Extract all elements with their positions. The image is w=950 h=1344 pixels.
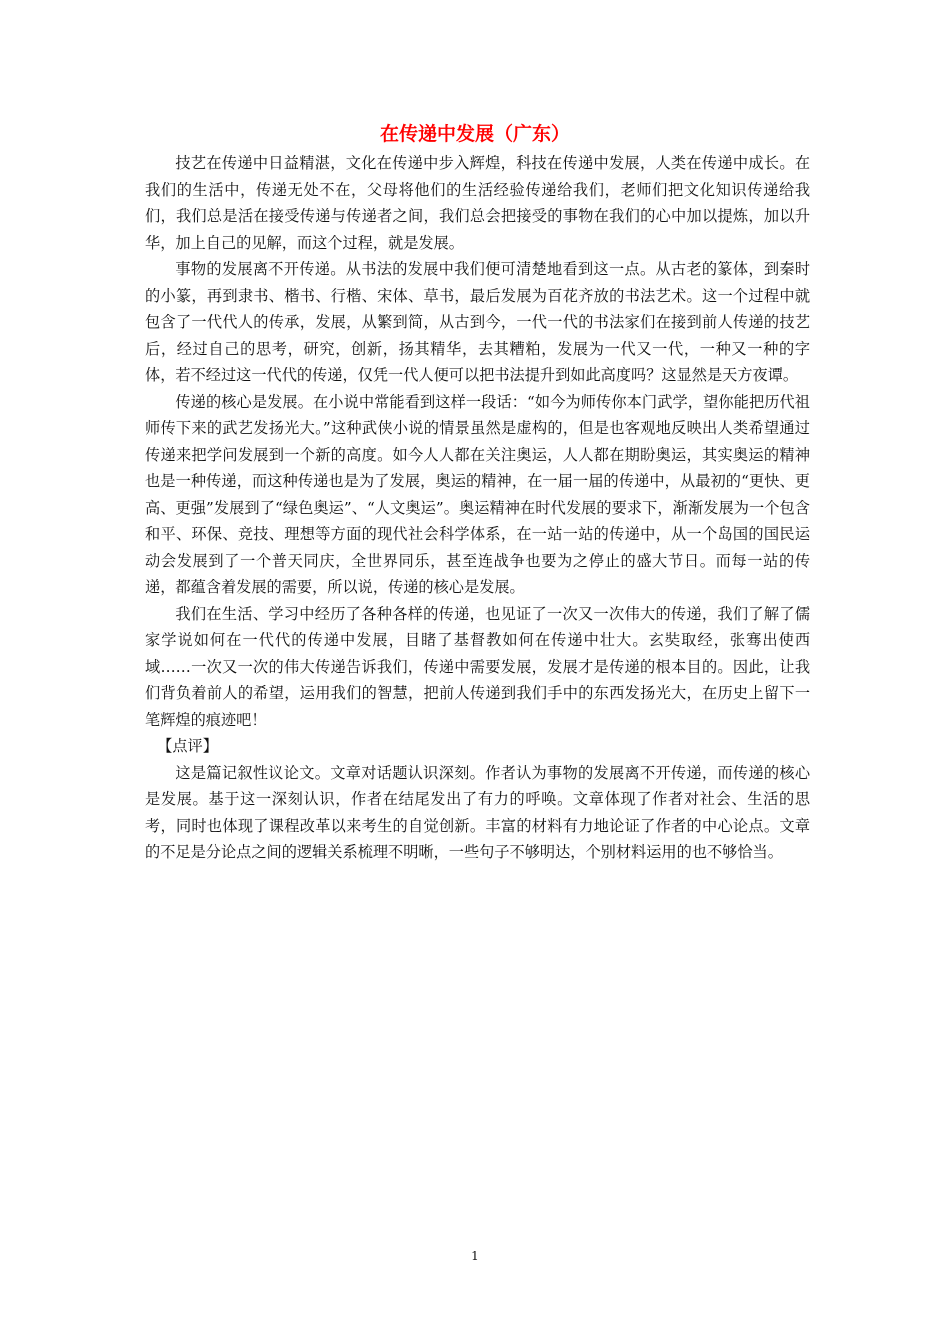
essay-paragraph-4: 我们在生活、学习中经历了各种各样的传递，也见证了一次又一次伟大的传递，我们了解了儒家学说如何在一代代的传递中发展，目睹了基督教如何在传递中壮大。玄奘取经，张骞出使西域……一次又一次的伟大传递告诉我们，传递中需要发展，发展才是传递的根本目的。因此，让我们背负着前人的希望，运用我们的智慧，把前人传递到我们手中的东西发扬光大，在历史上留下一笔辉煌的痕迹吧！ — [145, 604, 810, 729]
essay-paragraph-3: 传递的核心是发展。在小说中常能看到这样一段话：“如今为师传你本门武学，望你能把历代祖师传下来的武艺发扬光大。”这种武侠小说的情景虽然是虚构的，但是也客观地反映出人类希望通过传递来把学问发展到一个新的高度。如今人人都在关注奥运，人人都在期盼奥运，其实奥运的精神也是一种传递，而这种传递也是为了发展，奥运的精神，在一届一届的传递中，从最初的“更快、更高、更强”发展到了“绿色奥运”、“人文奥运”。奥运精神在时代发展的要求下，渐渐发展为一个包含和平、环保、竞技、理想等方面的现代社会科学体系，在一站一站的传递中，从一个岛国的国民运动会发展到了一个普天同庆，全世界同乐，甚至连战争也要为之停止的盛大节日。而每一站的传递，都蕴含着发展的需要，所以说，传递的核心是发展。 — [145, 392, 810, 596]
page-number: 1 — [471, 1249, 479, 1263]
essay-paragraph-1: 技艺在传递中日益精湛，文化在传递中步入辉煌，科技在传递中发展，人类在传递中成长。在我们的生活中，传递无处不在，父母将他们的生活经验传递给我们，老师们把文化知识传递给我们，我们总是活在接受传递与传递者之间，我们总会把接受的事物在我们的心中加以提炼，加以升华，加上自己的见解，而这个过程，就是发展。 — [145, 154, 810, 252]
essay-title: 在传递中发展（广东） — [379, 123, 570, 145]
comment-paragraph: 这是篇记叙性议论文。文章对话题认识深刻。作者认为事物的发展离不开传递，而传递的核心是发展。基于这一深刻认识，作者在结尾发出了有力的呼唤。文章体现了作者对社会、生活的思考，同时也体现了课程改革以来考生的自觉创新。丰富的材料有力地论证了作者的中心论点。文章的不足是分论点之间的逻辑关系梳理不明晰，一些句子不够明达，个别材料运用的也不够恰当。 — [145, 763, 810, 861]
essay-body — [145, 150, 810, 866]
comment-heading: 【点评】 — [157, 737, 218, 755]
essay-paragraph-2: 事物的发展离不开传递。从书法的发展中我们便可清楚地看到这一点。从古老的篆体，到秦时的小篆，再到隶书、楷书、行楷、宋体、草书，最后发展为百花齐放的书法艺术。这一个过程中就包含了一代代人的传承，发展，从繁到简，从古到今，一代一代的书法家们在接到前人传递的技艺后，经过自己的思考，研究，创新，扬其精华，去其糟粕，发展为一代又一代，一种又一种的字体，若不经过这一代代的传递，仅凭一代人便可以把书法提升到如此高度吗？这显然是天方夜谭。 — [145, 260, 810, 384]
